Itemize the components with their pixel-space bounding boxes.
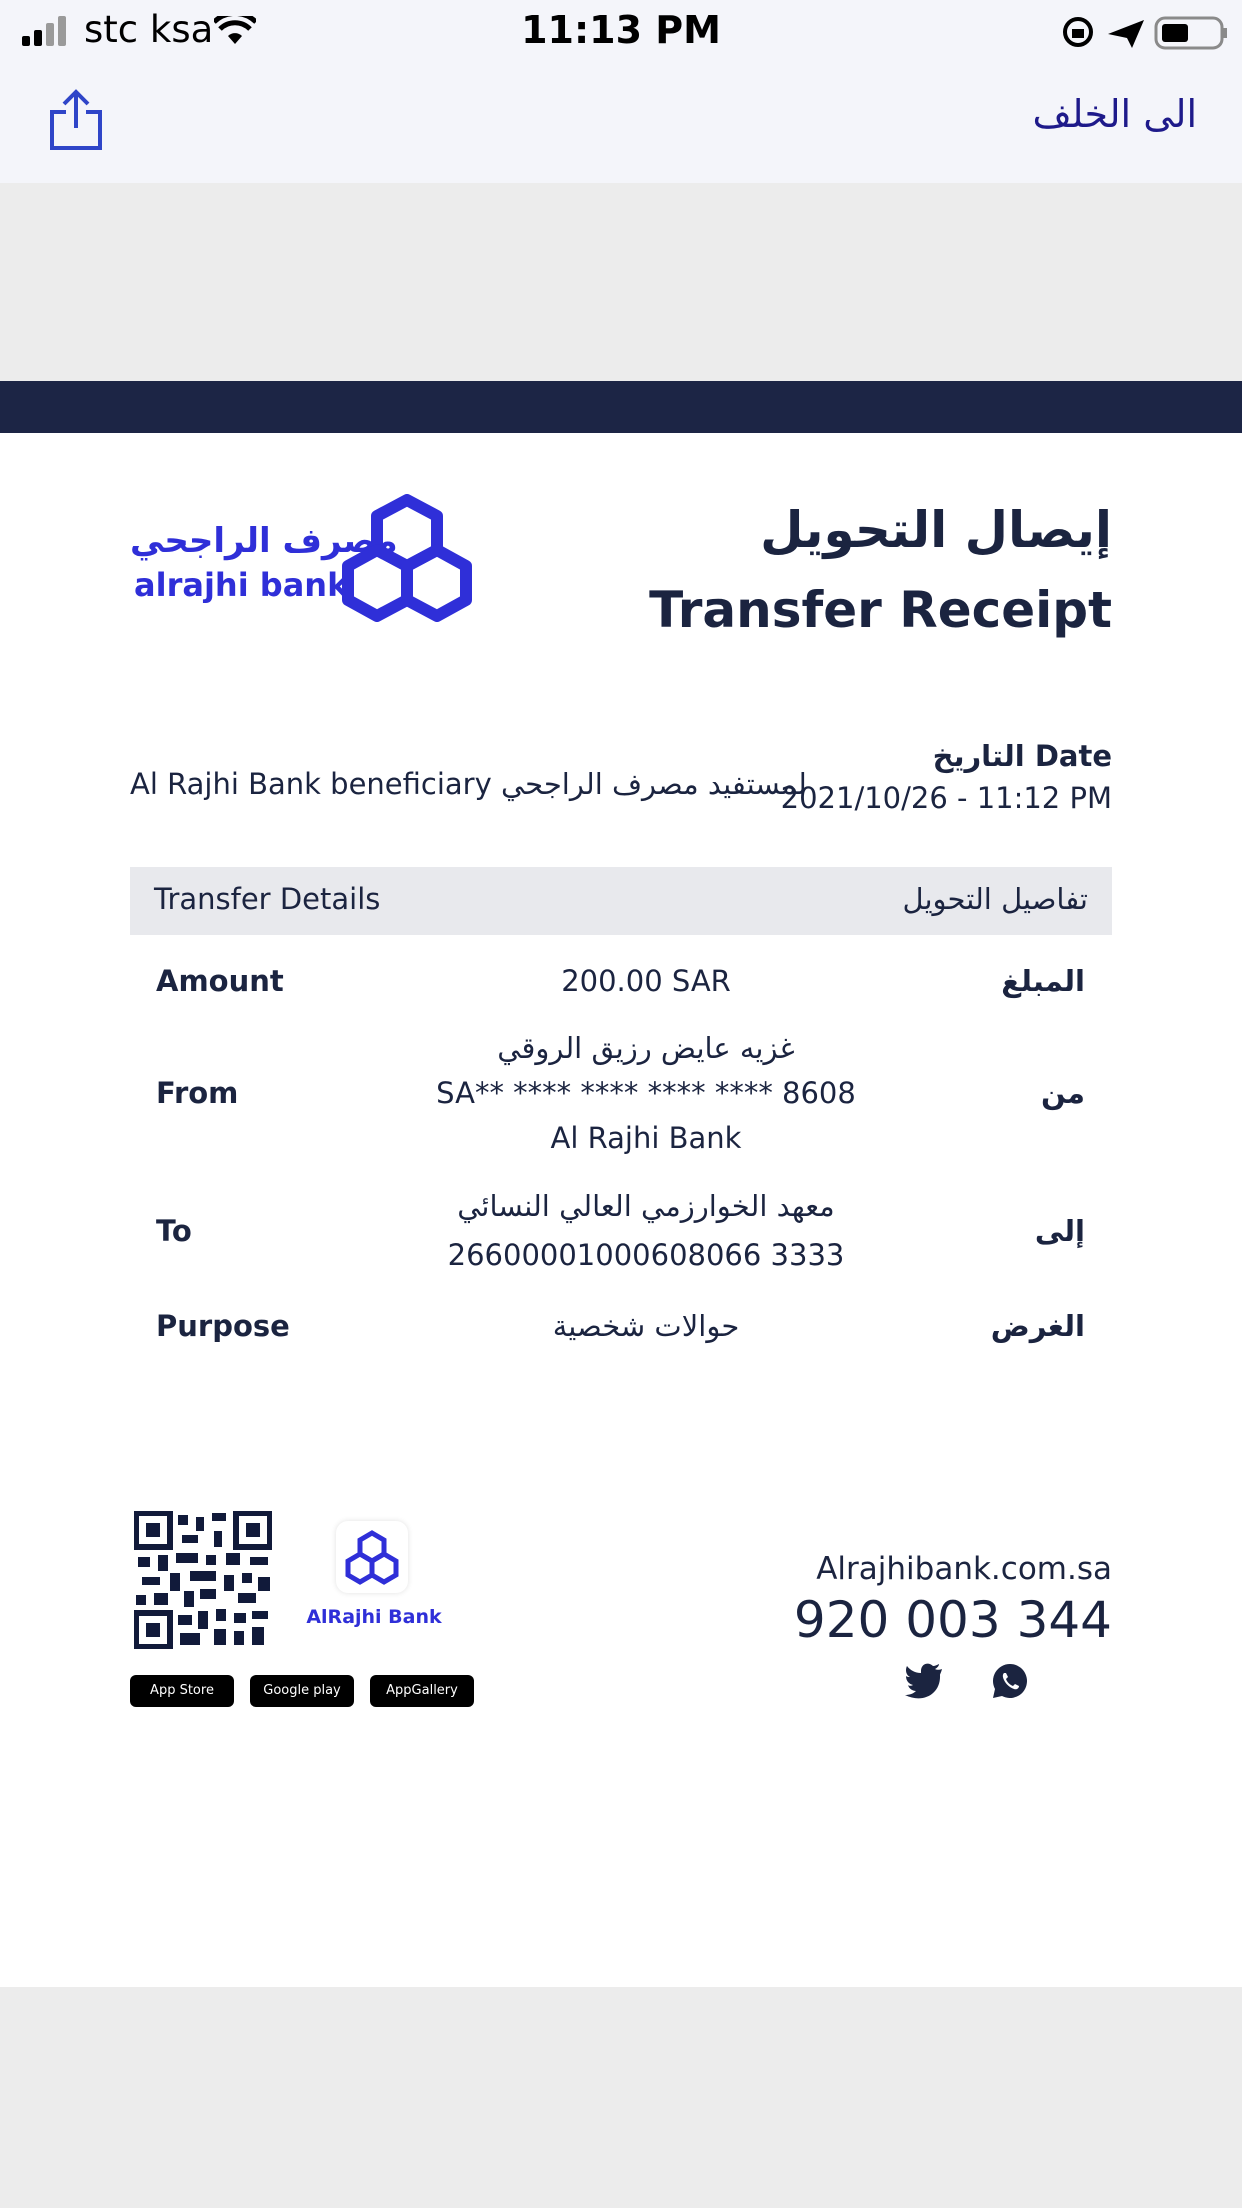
top-bar bbox=[0, 0, 1242, 183]
status-time: 11:13 PM bbox=[521, 8, 721, 52]
to-label-english: To bbox=[156, 1214, 192, 1248]
app-logo-icon bbox=[336, 1521, 408, 1593]
transfer-details-header bbox=[130, 867, 1112, 935]
purpose-label-arabic: الغرض bbox=[990, 1309, 1085, 1343]
purpose-label-english: Purpose bbox=[156, 1309, 290, 1343]
beneficiary-type: Al Rajhi Bank beneficiary لمستفيد مصرف الراجحي bbox=[130, 767, 807, 801]
app-icon-tile bbox=[336, 1521, 408, 1593]
date-label: التاريخ Date bbox=[932, 739, 1112, 773]
bank-logo-english: alrajhi bank bbox=[134, 566, 349, 604]
purpose-value: حوالات شخصية bbox=[552, 1309, 740, 1343]
details-header-arabic: تفاصيل التحويل bbox=[902, 882, 1088, 916]
amount-label-english: Amount bbox=[156, 964, 284, 998]
app-gallery-badge[interactable]: AppGallery bbox=[370, 1675, 474, 1707]
from-account: SA** **** **** **** **** 8608 bbox=[436, 1076, 856, 1110]
whatsapp-icon[interactable] bbox=[990, 1661, 1030, 1701]
status-right-icons bbox=[1060, 12, 1230, 52]
details-header-english: Transfer Details bbox=[154, 882, 381, 916]
share-icon[interactable] bbox=[48, 88, 104, 152]
amount-value: 200.00 SAR bbox=[561, 964, 731, 998]
back-button[interactable]: الى الخلف bbox=[1032, 92, 1197, 136]
bank-phone[interactable]: 920 003 344 bbox=[793, 1591, 1112, 1649]
bank-logo-icon bbox=[340, 494, 474, 622]
to-label-arabic: إلى bbox=[1034, 1214, 1085, 1248]
twitter-icon[interactable] bbox=[904, 1661, 944, 1701]
app-name: AlRajhi Bank bbox=[306, 1606, 442, 1628]
amount-label-arabic: المبلغ bbox=[1001, 964, 1085, 998]
from-label-english: From bbox=[156, 1076, 239, 1110]
bank-logo-arabic: مصرف الراجحي bbox=[130, 521, 398, 561]
to-account: 26600001000608066 3333 bbox=[447, 1238, 845, 1272]
receipt-title-arabic: إيصال التحويل bbox=[760, 501, 1112, 559]
google-play-badge[interactable]: Google play bbox=[250, 1675, 354, 1707]
receipt-title-english: Transfer Receipt bbox=[649, 581, 1112, 639]
from-name: غزيه عايض رزيق الروقي bbox=[497, 1031, 795, 1065]
carrier-label: stc ksa bbox=[84, 8, 214, 51]
receipt-card bbox=[0, 381, 1242, 1987]
app-store-badge[interactable]: App Store bbox=[130, 1675, 234, 1707]
to-name: معهد الخوارزمي العالي النسائي bbox=[457, 1189, 835, 1223]
receipt-header-band bbox=[0, 381, 1242, 433]
location-icon bbox=[1108, 20, 1144, 48]
from-label-arabic: من bbox=[1040, 1076, 1085, 1110]
qr-code bbox=[134, 1511, 272, 1649]
date-value: 2021/10/26 - 11:12 PM bbox=[780, 781, 1112, 815]
bank-website[interactable]: Alrajhibank.com.sa bbox=[816, 1551, 1112, 1587]
from-bank: Al Rajhi Bank bbox=[550, 1121, 742, 1155]
